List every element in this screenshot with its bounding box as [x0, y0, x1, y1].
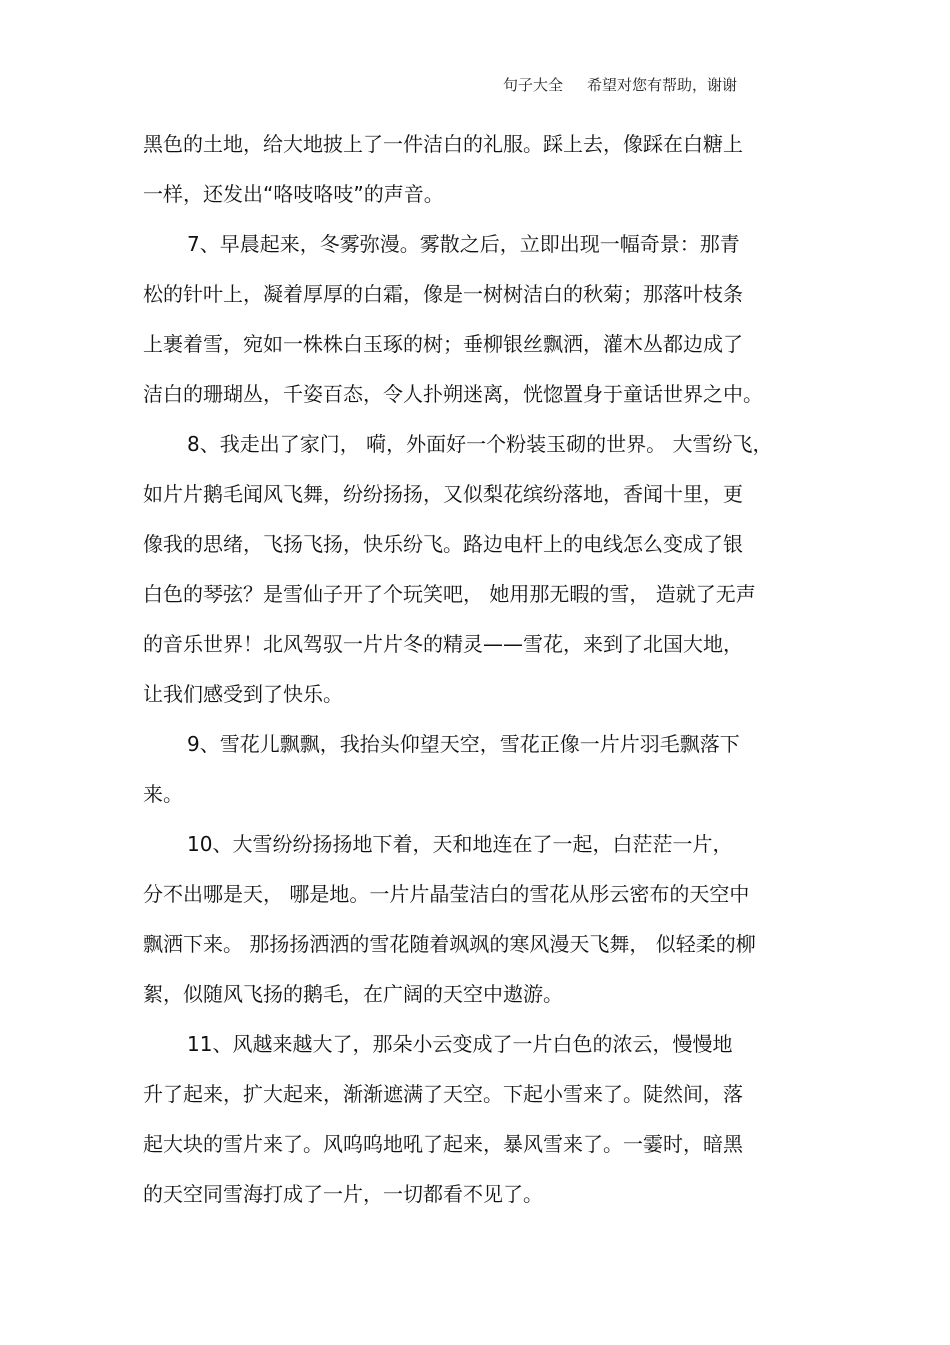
header-note: 希望对您有帮助，谢谢	[587, 76, 738, 94]
text-line: 的音乐世界！北风驾驭一片片冬的精灵——雪花，来到了北国大地，	[143, 632, 743, 656]
paragraph-9-start: 9、雪花儿飘飘，我抬头仰望天空，雪花正像一片片羽毛飘落下	[187, 732, 740, 756]
text-line: 一样，还发出“咯吱咯吱”的声音。	[143, 182, 444, 206]
text-line: 上裹着雪，宛如一株株白玉琢的树；垂柳银丝飘洒，灌木丛都边成了	[143, 332, 743, 356]
text-line: 白色的琴弦？是雪仙子开了个玩笑吧， 她用那无暇的雪， 造就了无声	[143, 582, 756, 606]
text-line: 洁白的珊瑚丛，千姿百态，令人扑朔迷离，恍惚置身于童话世界之中。	[143, 382, 763, 406]
text-line: 絮，似随风飞扬的鹅毛，在广阔的天空中遨游。	[143, 982, 563, 1006]
text-line: 如片片鹅毛闻风飞舞，纷纷扬扬，又似梨花缤纷落地，香闻十里，更	[143, 482, 743, 506]
text-line: 起大块的雪片来了。风呜呜地吼了起来，暴风雪来了。一霎时，暗黑	[143, 1132, 743, 1156]
text-line: 的天空同雪海打成了一片，一切都看不见了。	[143, 1182, 543, 1206]
text-line: 升了起来，扩大起来，渐渐遮满了天空。下起小雪来了。陡然间，落	[143, 1082, 743, 1106]
paragraph-7-start: 7、早晨起来，冬雾弥漫。雾散之后，立即出现一幅奇景：那青	[187, 232, 740, 256]
header-site-name: 句子大全	[503, 76, 564, 94]
text-line: 飘洒下来。 那扬扬洒洒的雪花随着飒飒的寒风漫天飞舞， 似轻柔的柳	[143, 932, 756, 956]
text-line: 像我的思绪，飞扬飞扬，快乐纷飞。路边电杆上的电线怎么变成了银	[143, 532, 743, 556]
article-body	[143, 126, 823, 1226]
text-line: 来。	[143, 782, 183, 806]
page-header	[503, 74, 737, 95]
text-line: 分不出哪是天， 哪是地。一片片晶莹洁白的雪花从彤云密布的天空中	[143, 882, 750, 906]
paragraph-8-start: 8、我走出了家门， 嗬，外面好一个粉装玉砌的世界。 大雪纷飞，	[187, 432, 773, 456]
paragraph-11-start: 11、风越来越大了，那朵小云变成了一片白色的浓云，慢慢地	[187, 1032, 733, 1056]
text-line: 松的针叶上，凝着厚厚的白霜，像是一树树洁白的秋菊；那落叶枝条	[143, 282, 743, 306]
text-line: 让我们感受到了快乐。	[143, 682, 343, 706]
paragraph-10-start: 10、大雪纷纷扬扬地下着，天和地连在了一起，白茫茫一片，	[187, 832, 733, 856]
text-line: 黑色的土地，给大地披上了一件洁白的礼服。踩上去，像踩在白糖上	[143, 132, 743, 156]
